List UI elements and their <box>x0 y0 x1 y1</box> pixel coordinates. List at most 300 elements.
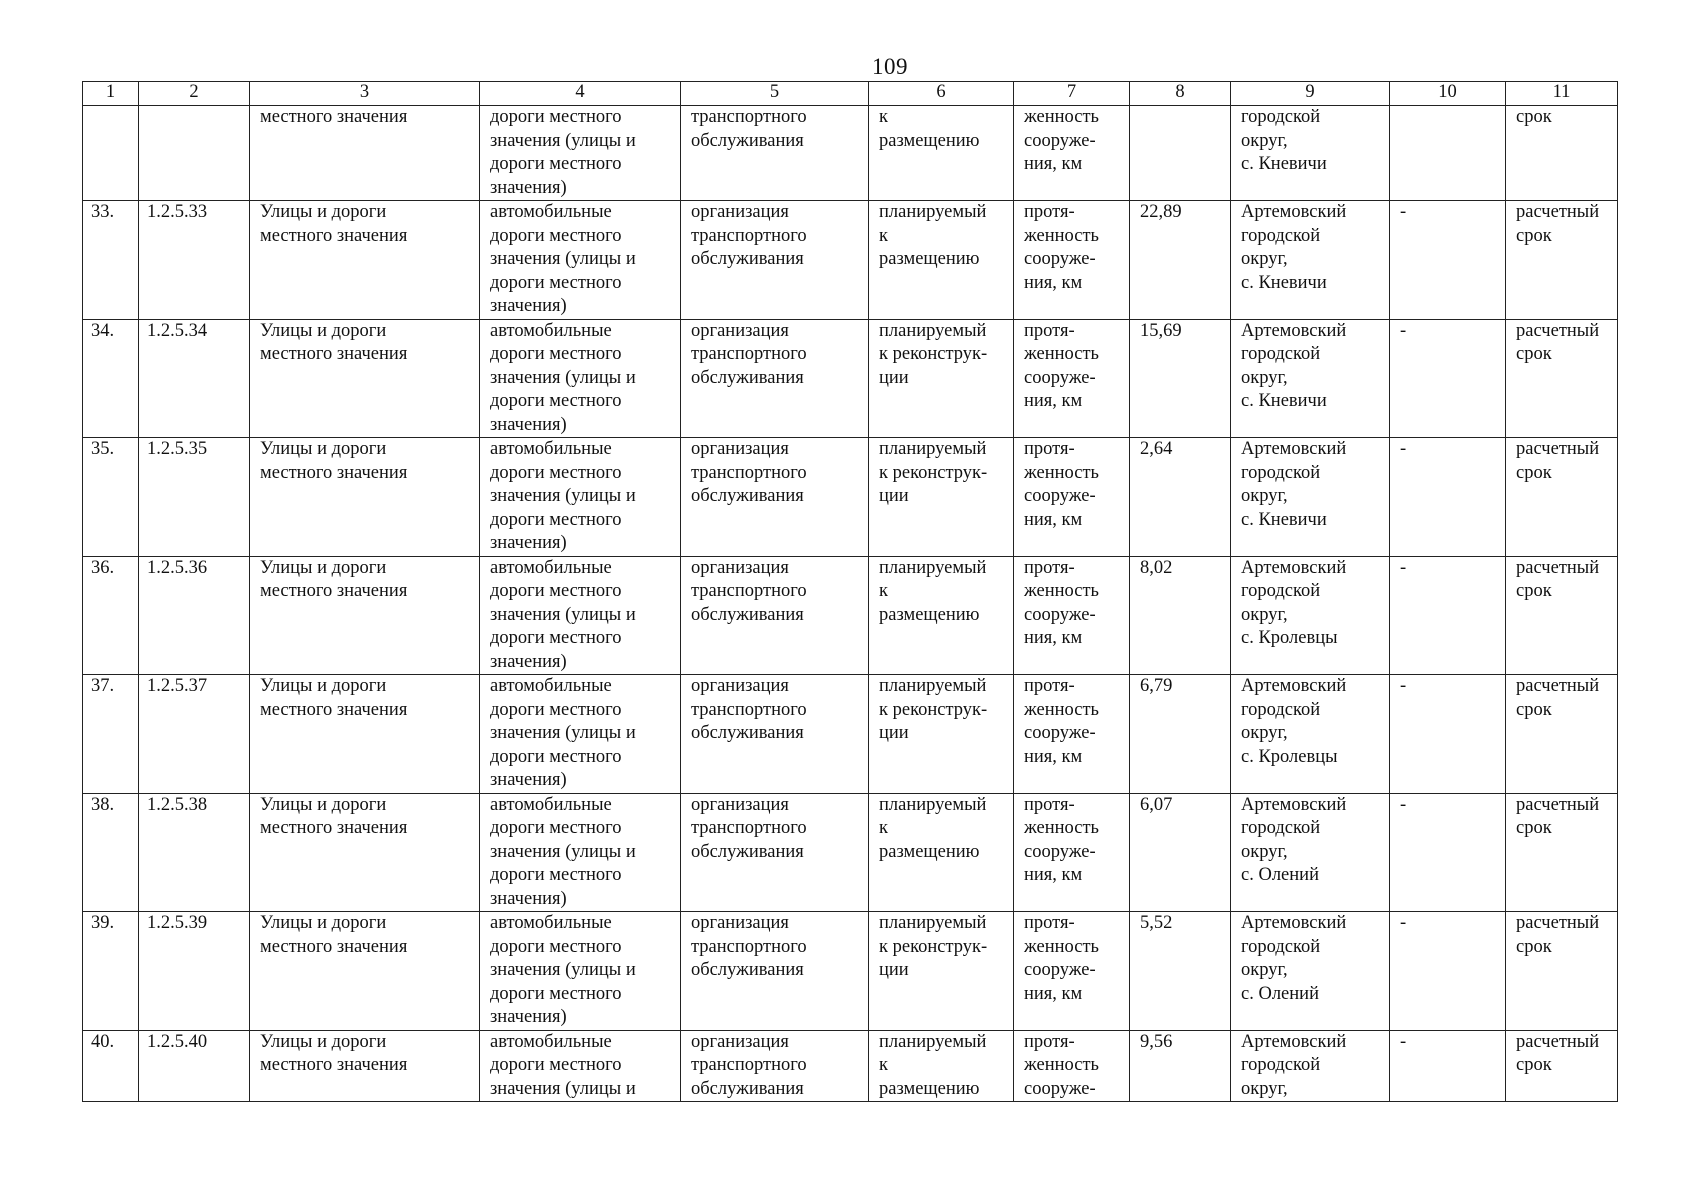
cell-line: дороги местного <box>490 865 622 885</box>
zone-cell: - <box>1390 912 1506 1031</box>
cell-line: обслуживания <box>691 130 804 151</box>
cell-line: с. Кневичи <box>1241 154 1327 174</box>
table-row <box>83 1030 1618 1102</box>
cell-line: планируемый <box>879 913 987 933</box>
cell-line: ции <box>879 960 909 980</box>
object-name-cell <box>250 106 480 201</box>
object-type-cell <box>480 1030 681 1102</box>
column-number: 9 <box>1231 82 1390 106</box>
cell-line: ции <box>879 486 909 506</box>
cell-line: дороги местного <box>490 509 622 530</box>
characteristic-cell <box>1014 106 1130 201</box>
cell-line: Артемовский <box>1241 794 1347 815</box>
cell-line: дороги местного <box>490 746 622 767</box>
column-number: 4 <box>480 82 681 106</box>
cell-line: организация <box>691 794 789 815</box>
cell-line: городской <box>1241 462 1321 483</box>
page-number: 109 <box>872 54 908 79</box>
cell-line: размещению <box>879 1078 980 1099</box>
cell-line: обслуживания <box>691 367 804 388</box>
cell-line: Артемовский <box>1241 1031 1347 1052</box>
object-purpose-cell <box>681 1030 869 1102</box>
object-purpose-cell <box>681 793 869 912</box>
object-name-cell <box>250 1030 480 1102</box>
object-purpose-cell <box>681 912 869 1031</box>
object-type-cell <box>480 793 681 912</box>
cell-line: дороги местного <box>490 983 622 1004</box>
cell-line: к реконструк- <box>879 936 988 957</box>
cell-line: срок <box>1516 699 1552 720</box>
cell-line: значения (улицы и <box>490 1078 636 1099</box>
object-code-cell: 1.2.5.34 <box>139 319 250 438</box>
cell-line: значения (улицы и <box>490 130 636 151</box>
cell-line: Артемовский <box>1241 202 1347 222</box>
cell-line: местного значения <box>260 107 408 127</box>
cell-line: к <box>879 1055 888 1075</box>
cell-line: расчетный <box>1516 320 1600 341</box>
object-purpose-cell <box>681 438 869 557</box>
location-cell <box>1231 675 1390 794</box>
cell-line: обслуживания <box>691 486 804 506</box>
object-status-cell <box>869 319 1014 438</box>
cell-line: округ, <box>1241 486 1288 506</box>
location-cell <box>1231 556 1390 675</box>
cell-line: значения (улицы и <box>490 960 636 980</box>
row-number-cell: 33. <box>83 201 139 320</box>
cell-line: транспортного <box>691 581 807 601</box>
cell-line: Артемовский <box>1241 913 1347 933</box>
cell-line: к реконструк- <box>879 462 988 483</box>
cell-line: планируемый <box>879 794 987 815</box>
characteristic-value-cell: 6,07 <box>1130 793 1231 912</box>
characteristic-value-cell: 6,79 <box>1130 675 1231 794</box>
row-number-cell: 36. <box>83 556 139 675</box>
cell-line: расчетный <box>1516 557 1600 578</box>
zone-cell: - <box>1390 201 1506 320</box>
cell-line: срок <box>1516 462 1552 483</box>
cell-line: ния, км <box>1024 983 1083 1004</box>
cell-line: сооруже- <box>1024 249 1096 269</box>
column-number: 11 <box>1506 82 1618 106</box>
cell-line: дороги местного <box>490 272 622 293</box>
cell-line: ния, км <box>1024 272 1083 293</box>
cell-line: протя- <box>1024 1031 1075 1052</box>
cell-line: протя- <box>1024 794 1075 815</box>
cell-line: протя- <box>1024 913 1075 933</box>
cell-line: Артемовский <box>1241 439 1347 459</box>
row-number-cell: 39. <box>83 912 139 1031</box>
cell-line: расчетный <box>1516 913 1600 933</box>
term-cell <box>1506 793 1618 912</box>
cell-line: с. Кневичи <box>1241 391 1327 411</box>
location-cell <box>1231 912 1390 1031</box>
cell-line: организация <box>691 320 789 341</box>
cell-line: транспортного <box>691 225 807 246</box>
cell-line: с. Олений <box>1241 983 1319 1004</box>
cell-line: к реконструк- <box>879 344 988 364</box>
cell-line: расчетный <box>1516 439 1600 459</box>
cell-line: с. Кневичи <box>1241 509 1327 530</box>
object-type-cell <box>480 106 681 201</box>
cell-line: женность <box>1024 462 1099 483</box>
object-purpose-cell <box>681 319 869 438</box>
object-name-cell <box>250 201 480 320</box>
table-row <box>83 556 1618 675</box>
cell-line: автомобильные <box>490 913 612 933</box>
cell-line: автомобильные <box>490 439 612 459</box>
zone-cell: - <box>1390 793 1506 912</box>
cell-line: транспортного <box>691 936 807 957</box>
column-number: 7 <box>1014 82 1130 106</box>
object-code-cell: 1.2.5.36 <box>139 556 250 675</box>
term-cell <box>1506 912 1618 1031</box>
zone-cell <box>1390 106 1506 201</box>
characteristic-value-cell: 2,64 <box>1130 438 1231 557</box>
zone-cell: - <box>1390 556 1506 675</box>
location-cell <box>1231 793 1390 912</box>
zone-cell: - <box>1390 675 1506 794</box>
cell-line: сооруже- <box>1024 723 1096 743</box>
cell-line: Улицы и дороги <box>260 320 387 341</box>
object-type-cell <box>480 438 681 557</box>
cell-line: обслуживания <box>691 960 804 980</box>
cell-line: ции <box>879 367 909 388</box>
characteristic-value-cell: 15,69 <box>1130 319 1231 438</box>
cell-line: организация <box>691 913 789 933</box>
cell-line: городской <box>1241 107 1321 127</box>
cell-line: местного значения <box>260 581 408 601</box>
cell-line: транспортного <box>691 699 807 720</box>
cell-line: значения) <box>490 177 567 198</box>
cell-line: к реконструк- <box>879 699 988 720</box>
cell-line: транспортного <box>691 462 807 483</box>
characteristic-value-cell <box>1130 106 1231 201</box>
cell-line: женность <box>1024 225 1099 246</box>
cell-line: округ, <box>1241 960 1288 980</box>
cell-line: местного значения <box>260 462 408 483</box>
cell-line: ния, км <box>1024 746 1083 767</box>
cell-line: ния, км <box>1024 628 1083 648</box>
row-number-cell: 34. <box>83 319 139 438</box>
cell-line: женность <box>1024 581 1099 601</box>
cell-line: Артемовский <box>1241 557 1347 578</box>
cell-line: дороги местного <box>490 936 622 957</box>
cell-line: дороги местного <box>490 344 622 364</box>
object-name-cell <box>250 319 480 438</box>
cell-line: размещению <box>879 130 980 151</box>
column-number: 6 <box>869 82 1014 106</box>
object-status-cell <box>869 675 1014 794</box>
cell-line: планируемый <box>879 320 987 341</box>
cell-line: значения) <box>490 533 567 553</box>
cell-line: местного значения <box>260 1055 408 1075</box>
cell-line: организация <box>691 557 789 578</box>
characteristic-value-cell: 22,89 <box>1130 201 1231 320</box>
characteristic-cell <box>1014 201 1130 320</box>
cell-line: к <box>879 107 888 127</box>
cell-line: с. Кневичи <box>1241 272 1327 293</box>
cell-line: транспортного <box>691 1055 807 1075</box>
object-type-cell <box>480 675 681 794</box>
characteristic-value-cell: 9,56 <box>1130 1030 1231 1102</box>
cell-line: местного значения <box>260 225 408 246</box>
cell-line: значения) <box>490 296 567 316</box>
cell-line: транспортного <box>691 818 807 838</box>
cell-line: значения) <box>490 888 567 909</box>
cell-line: автомобильные <box>490 676 612 696</box>
cell-line: автомобильные <box>490 320 612 341</box>
cell-line: городской <box>1241 1055 1321 1075</box>
cell-line: автомобильные <box>490 794 612 815</box>
table-row <box>83 106 1618 201</box>
cell-line: сооруже- <box>1024 367 1096 388</box>
column-number: 3 <box>250 82 480 106</box>
characteristic-value-cell: 8,02 <box>1130 556 1231 675</box>
object-purpose-cell <box>681 106 869 201</box>
cell-line: значения (улицы и <box>490 841 636 862</box>
term-cell <box>1506 201 1618 320</box>
table-row <box>83 793 1618 912</box>
cell-line: женность <box>1024 107 1099 127</box>
term-cell <box>1506 556 1618 675</box>
cell-line: значения) <box>490 414 567 435</box>
table-row <box>83 912 1618 1031</box>
cell-line: планируемый <box>879 1031 987 1052</box>
object-status-cell <box>869 793 1014 912</box>
cell-line: срок <box>1516 818 1552 838</box>
zone-cell: - <box>1390 1030 1506 1102</box>
table-row <box>83 319 1618 438</box>
table-body <box>83 106 1618 1102</box>
column-number: 10 <box>1390 82 1506 106</box>
cell-line: обслуживания <box>691 723 804 743</box>
object-name-cell <box>250 556 480 675</box>
cell-line: планируемый <box>879 676 987 696</box>
cell-line: городской <box>1241 225 1321 246</box>
cell-line: Артемовский <box>1241 676 1347 696</box>
object-code-cell <box>139 106 250 201</box>
object-code-cell: 1.2.5.33 <box>139 201 250 320</box>
object-status-cell <box>869 912 1014 1031</box>
cell-line: сооруже- <box>1024 130 1096 151</box>
cell-line: значения (улицы и <box>490 486 636 506</box>
cell-line: автомобильные <box>490 557 612 578</box>
cell-line: организация <box>691 439 789 459</box>
cell-line: ния, км <box>1024 154 1083 174</box>
cell-line: протя- <box>1024 320 1075 341</box>
cell-line: дороги местного <box>490 818 622 838</box>
cell-line: транспортного <box>691 107 807 127</box>
cell-line: ции <box>879 723 909 743</box>
cell-line: ния, км <box>1024 865 1083 885</box>
cell-line: Артемовский <box>1241 320 1347 341</box>
cell-line: протя- <box>1024 557 1075 578</box>
object-type-cell <box>480 556 681 675</box>
cell-line: значения (улицы и <box>490 249 636 269</box>
cell-line: округ, <box>1241 1078 1288 1099</box>
cell-line: городской <box>1241 344 1321 364</box>
column-number: 1 <box>83 82 139 106</box>
characteristic-value-cell: 5,52 <box>1130 912 1231 1031</box>
objects-table <box>82 81 1618 1102</box>
cell-line: срок <box>1516 344 1552 364</box>
characteristic-cell <box>1014 1030 1130 1102</box>
object-name-cell <box>250 675 480 794</box>
location-cell <box>1231 106 1390 201</box>
cell-line: Улицы и дороги <box>260 557 387 578</box>
characteristic-cell <box>1014 438 1130 557</box>
cell-line: Улицы и дороги <box>260 1031 387 1052</box>
object-purpose-cell <box>681 201 869 320</box>
cell-line: Улицы и дороги <box>260 794 387 815</box>
object-type-cell <box>480 912 681 1031</box>
cell-line: дороги местного <box>490 581 622 601</box>
cell-line: планируемый <box>879 439 987 459</box>
cell-line: срок <box>1516 107 1552 127</box>
cell-line: обслуживания <box>691 249 804 269</box>
cell-line: размещению <box>879 604 980 625</box>
column-number: 5 <box>681 82 869 106</box>
term-cell <box>1506 106 1618 201</box>
object-type-cell <box>480 201 681 320</box>
table-row <box>83 438 1618 557</box>
object-status-cell <box>869 438 1014 557</box>
characteristic-cell <box>1014 319 1130 438</box>
zone-cell: - <box>1390 438 1506 557</box>
zone-cell: - <box>1390 319 1506 438</box>
column-number-row <box>83 82 1618 106</box>
cell-line: срок <box>1516 225 1552 246</box>
row-number-cell: 40. <box>83 1030 139 1102</box>
cell-line: округ, <box>1241 130 1288 151</box>
cell-line: протя- <box>1024 202 1075 222</box>
cell-line: обслуживания <box>691 604 804 625</box>
characteristic-cell <box>1014 793 1130 912</box>
cell-line: округ, <box>1241 723 1288 743</box>
table-row <box>83 675 1618 794</box>
cell-line: дороги местного <box>490 628 622 648</box>
object-name-cell <box>250 912 480 1031</box>
cell-line: срок <box>1516 1055 1552 1075</box>
object-status-cell <box>869 556 1014 675</box>
cell-line: размещению <box>879 841 980 862</box>
cell-line: местного значения <box>260 818 408 838</box>
row-number-cell: 37. <box>83 675 139 794</box>
cell-line: Улицы и дороги <box>260 913 387 933</box>
object-type-cell <box>480 319 681 438</box>
object-purpose-cell <box>681 675 869 794</box>
cell-line: транспортного <box>691 344 807 364</box>
characteristic-cell <box>1014 675 1130 794</box>
cell-line: протя- <box>1024 676 1075 696</box>
term-cell <box>1506 319 1618 438</box>
cell-line: дороги местного <box>490 462 622 483</box>
column-number: 8 <box>1130 82 1231 106</box>
cell-line: Улицы и дороги <box>260 439 387 459</box>
object-name-cell <box>250 438 480 557</box>
object-code-cell: 1.2.5.40 <box>139 1030 250 1102</box>
cell-line: округ, <box>1241 841 1288 862</box>
characteristic-cell <box>1014 556 1130 675</box>
cell-line: значения (улицы и <box>490 367 636 388</box>
cell-line: дороги местного <box>490 699 622 720</box>
object-name-cell <box>250 793 480 912</box>
object-status-cell <box>869 106 1014 201</box>
cell-line: округ, <box>1241 604 1288 625</box>
row-number-cell: 35. <box>83 438 139 557</box>
location-cell <box>1231 1030 1390 1102</box>
cell-line: ния, км <box>1024 509 1083 530</box>
object-purpose-cell <box>681 556 869 675</box>
cell-line: женность <box>1024 1055 1099 1075</box>
cell-line: округ, <box>1241 249 1288 269</box>
term-cell <box>1506 675 1618 794</box>
cell-line: дороги местного <box>490 1055 622 1075</box>
cell-line: срок <box>1516 581 1552 601</box>
cell-line: городской <box>1241 699 1321 720</box>
cell-line: размещению <box>879 249 980 269</box>
cell-line: местного значения <box>260 699 408 720</box>
cell-line: планируемый <box>879 202 987 222</box>
cell-line: с. Кролевцы <box>1241 628 1338 648</box>
cell-line: организация <box>691 1031 789 1052</box>
cell-line: обслуживания <box>691 1078 804 1099</box>
cell-line: городской <box>1241 818 1321 838</box>
cell-line: расчетный <box>1516 202 1600 222</box>
cell-line: к <box>879 818 888 838</box>
cell-line: округ, <box>1241 367 1288 388</box>
cell-line: городской <box>1241 581 1321 601</box>
cell-line: сооруже- <box>1024 841 1096 862</box>
cell-line: женность <box>1024 699 1099 720</box>
cell-line: с. Олений <box>1241 865 1319 885</box>
cell-line: значения) <box>490 770 567 790</box>
location-cell <box>1231 201 1390 320</box>
cell-line: организация <box>691 202 789 222</box>
cell-line: расчетный <box>1516 1031 1600 1052</box>
cell-line: местного значения <box>260 936 408 957</box>
cell-line: протя- <box>1024 439 1075 459</box>
cell-line: женность <box>1024 344 1099 364</box>
term-cell <box>1506 1030 1618 1102</box>
cell-line: обслуживания <box>691 841 804 862</box>
cell-line: к <box>879 581 888 601</box>
cell-line: организация <box>691 676 789 696</box>
cell-line: местного значения <box>260 344 408 364</box>
cell-line: сооруже- <box>1024 960 1096 980</box>
cell-line: дороги местного <box>490 225 622 246</box>
cell-line: дороги местного <box>490 107 622 127</box>
cell-line: женность <box>1024 936 1099 957</box>
cell-line: дороги местного <box>490 391 622 411</box>
cell-line: Улицы и дороги <box>260 676 387 696</box>
cell-line: значения) <box>490 651 567 672</box>
cell-line: ния, км <box>1024 391 1083 411</box>
object-code-cell: 1.2.5.39 <box>139 912 250 1031</box>
cell-line: значения (улицы и <box>490 604 636 625</box>
row-number-cell <box>83 106 139 201</box>
cell-line: Улицы и дороги <box>260 202 387 222</box>
cell-line: значения (улицы и <box>490 723 636 743</box>
object-code-cell: 1.2.5.37 <box>139 675 250 794</box>
location-cell <box>1231 319 1390 438</box>
cell-line: дороги местного <box>490 154 622 174</box>
cell-line: женность <box>1024 818 1099 838</box>
object-code-cell: 1.2.5.38 <box>139 793 250 912</box>
cell-line: сооруже- <box>1024 604 1096 625</box>
cell-line: к <box>879 225 888 246</box>
cell-line: сооруже- <box>1024 1078 1096 1099</box>
